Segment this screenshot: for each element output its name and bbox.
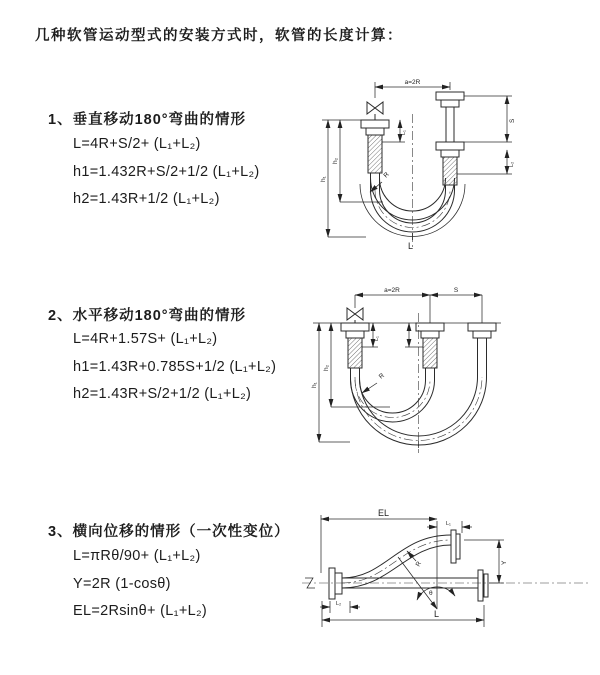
- theta-label: θ: [429, 590, 433, 597]
- dim-label-l2: L₂: [336, 601, 342, 607]
- flange: [456, 534, 460, 559]
- page-title: 几种软管运动型式的安装方式时，软管的长度计算：: [35, 28, 403, 44]
- formula-line: h1=1.43R+0.785S+1/2 (L₁+L₂): [73, 358, 277, 375]
- dim-label-s: S: [509, 118, 516, 123]
- flange: [361, 120, 389, 128]
- valve-icon: [347, 308, 363, 320]
- flange: [468, 323, 496, 331]
- radius-label: R: [382, 171, 391, 180]
- section-3-formulas: [73, 546, 207, 629]
- dim-label-y: Y: [501, 560, 508, 565]
- flange: [341, 323, 369, 331]
- braided-hose: [368, 135, 382, 173]
- section-2-heading: 2、水平移动180°弯曲的情形: [48, 308, 247, 324]
- radius-leader: [362, 383, 377, 393]
- dim-label-l1: L₁: [374, 336, 380, 341]
- dim-label-l1: L₁: [401, 130, 407, 135]
- flange: [329, 568, 335, 599]
- formula-line: L=4R+1.57S+ (L₁+L₂): [73, 331, 218, 347]
- hose-arc: [360, 380, 426, 413]
- dim-label-a2r: a=2R: [404, 79, 421, 86]
- braided-hose: [423, 338, 437, 368]
- dim-label-h1: h₁: [311, 382, 318, 388]
- braided-hose: [348, 338, 362, 368]
- diagram-lateral-displacement: [298, 505, 598, 650]
- dim-label-h1: h₁: [320, 176, 327, 182]
- dim-label-h2: h₂: [323, 364, 330, 371]
- flange: [416, 323, 444, 331]
- valve-icon: [367, 102, 383, 114]
- flange: [346, 331, 364, 338]
- formula-line: Y=2R (1-cosθ): [73, 575, 171, 592]
- flange: [335, 573, 342, 594]
- flange: [484, 574, 488, 597]
- hose-curve: [342, 545, 451, 588]
- flange: [436, 142, 464, 150]
- formula-line: h2=1.43R+S/2+1/2 (L₁+L₂): [73, 386, 252, 402]
- section-3-heading: 3、横向位移的情形（一次性变位）: [48, 524, 290, 540]
- flange: [451, 530, 456, 563]
- section-2-formulas: [73, 329, 276, 412]
- hose-centerline-curve: [342, 540, 451, 583]
- diagram-vertical-180-bend: [308, 72, 548, 262]
- angle-arc: [417, 587, 455, 600]
- radius-label: R: [377, 372, 386, 381]
- flange: [441, 150, 459, 157]
- flange: [436, 92, 464, 100]
- flange: [421, 331, 439, 338]
- dim-label-h2: h₂: [332, 157, 339, 164]
- flange: [441, 100, 459, 107]
- radius-label: R: [414, 560, 424, 568]
- dim-label-a2r: a=2R: [384, 287, 400, 294]
- formula-line: L=πRθ/90+ (L₁+L₂): [73, 548, 201, 564]
- section-1-formulas: [73, 134, 260, 217]
- diagram-horizontal-180-bend: [305, 285, 555, 460]
- dim-label-l2: L₂: [509, 161, 515, 167]
- flange: [366, 128, 384, 135]
- formula-line: h1=1.432R+S/2+1/2 (L₁+L₂): [73, 163, 260, 180]
- dim-label-length: L: [408, 241, 414, 251]
- dim-label-length: L: [434, 609, 440, 619]
- section-1-heading: 1、垂直移动180°弯曲的情形: [48, 112, 247, 128]
- flange: [473, 331, 491, 338]
- flange: [478, 570, 483, 601]
- dim-label-l1: L₁: [446, 521, 451, 527]
- formula-line: h2=1.43R+1/2 (L₁+L₂): [73, 191, 220, 207]
- dim-label-s: S: [453, 287, 459, 294]
- formula-line: L=4R+S/2+ (L₁+L₂): [73, 136, 201, 152]
- dim-label-el: EL: [378, 508, 390, 518]
- formula-line: EL=2Rsinθ+ (L₁+L₂): [73, 603, 208, 619]
- hose-arc: [351, 380, 435, 422]
